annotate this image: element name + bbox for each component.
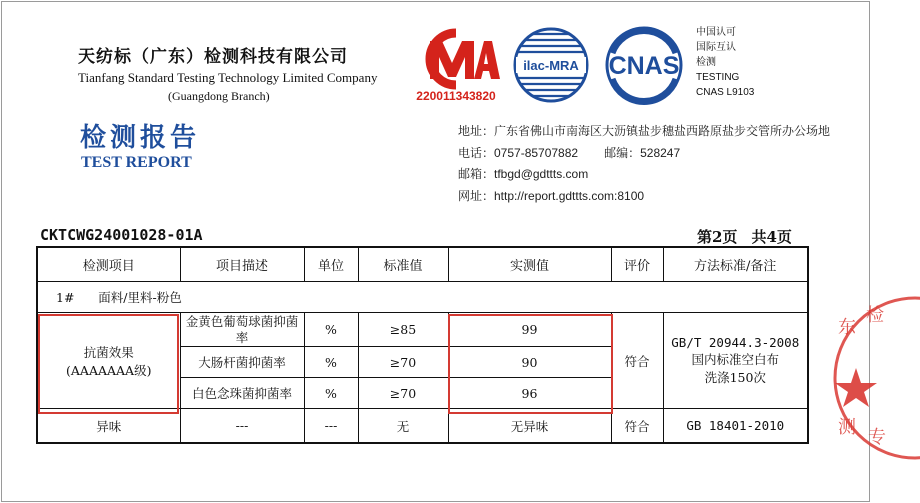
sample-row (37, 282, 808, 313)
contact-phone: 电话：0757-85707882 (458, 145, 579, 160)
cnas-logo (600, 25, 688, 105)
page-number: 第2页 (697, 228, 738, 246)
measured-cell: 99 (448, 313, 611, 347)
item-odor: 异味 (37, 409, 180, 444)
desc-cell: 大肠杆菌抑菌率 (180, 347, 304, 378)
standard-cell: ≥85 (358, 313, 448, 347)
desc-cell: --- (180, 409, 304, 444)
report-title-cn: 检测报告 (80, 123, 201, 153)
stamp-char: 检 (866, 305, 884, 326)
desc-cell: 金黄色葡萄球菌抑菌率 (180, 313, 304, 347)
contact-phone-row (458, 143, 830, 165)
unit-cell: --- (304, 409, 358, 444)
stamp-char: 测 (838, 417, 856, 438)
measured-cell: 无异味 (448, 409, 611, 444)
cnas-info (696, 25, 754, 100)
cnas-line: 国际互认 (696, 42, 736, 53)
page-total: 共4页 (751, 228, 792, 246)
method-cell: GB/T 20944.3-2008 国内标准空白布 洗涤150次 (663, 313, 808, 409)
ilac-mra-logo (512, 22, 590, 108)
contact-email: 邮箱：tfbgd@gdttts.com (458, 167, 589, 181)
report-number: CKTCWG24001028-01A (40, 226, 203, 244)
col-header: 检测项目 (37, 247, 180, 282)
stamp-char: 东 (838, 317, 856, 338)
method-cell: GB 18401-2010 (663, 409, 808, 444)
measured-cell: 90 (448, 347, 611, 378)
report-title-en: TEST REPORT (81, 154, 192, 171)
desc-cell: 白色念珠菌抑菌率 (180, 378, 304, 409)
cma-logo (412, 27, 500, 105)
table-row (37, 313, 808, 347)
col-header: 方法标准/备注 (663, 247, 808, 282)
ilac-text: ilac-MRA (523, 58, 579, 73)
col-header: 标准值 (358, 247, 448, 282)
cnas-text: CNAS (608, 52, 680, 80)
standard-cell: ≥70 (358, 378, 448, 409)
contact-address: 地址：广东省佛山市南海区大沥镇盐步穗盐西路原盐步交管所办公场地 (458, 124, 831, 138)
cnas-line: 中国认可 (696, 27, 736, 38)
stamp-seal-icon (830, 293, 920, 463)
unit-cell: % (304, 378, 358, 409)
evaluation-cell: 符合 (611, 313, 663, 409)
cma-mark-icon (412, 27, 500, 89)
standard-cell: 无 (358, 409, 448, 444)
contact-website: 网址：http://report.gdttts.com:8100 (458, 188, 645, 203)
col-header: 单位 (304, 247, 358, 282)
cnas-line: 检测 (696, 57, 716, 68)
standard-cell: ≥70 (358, 347, 448, 378)
contact-block (458, 121, 830, 207)
stamp-char: 专 (868, 427, 886, 448)
company-branch: (Guangdong Branch) (168, 89, 270, 103)
test-results-table (36, 246, 809, 444)
unit-cell: % (304, 313, 358, 347)
sample-label: 1# 面料/里料-粉色 (37, 282, 808, 313)
measured-cell: 96 (448, 378, 611, 409)
col-header: 评价 (611, 247, 663, 282)
cnas-mark-icon (600, 25, 688, 105)
cnas-line: TESTING (696, 72, 740, 83)
col-header: 实测值 (448, 247, 611, 282)
unit-cell: % (304, 347, 358, 378)
item-antibacterial: 抗菌效果 (AAAAAAA级) (37, 313, 180, 409)
table-row (37, 409, 808, 444)
col-header: 项目描述 (180, 247, 304, 282)
contact-postcode: 邮编：528247 (604, 145, 681, 160)
ilac-globe-icon (512, 22, 590, 108)
table-header-row (37, 247, 808, 282)
cnas-line: CNAS L9103 (696, 87, 755, 98)
page-info (697, 226, 792, 247)
company-name-en: Tianfang Standard Testing Technology Limited Company (78, 70, 378, 85)
evaluation-cell: 符合 (611, 409, 663, 444)
company-name-cn: 天纺标（广东）检测科技有限公司 (78, 47, 348, 67)
cma-number: 220011343820 (416, 89, 496, 103)
official-stamp (830, 293, 920, 463)
